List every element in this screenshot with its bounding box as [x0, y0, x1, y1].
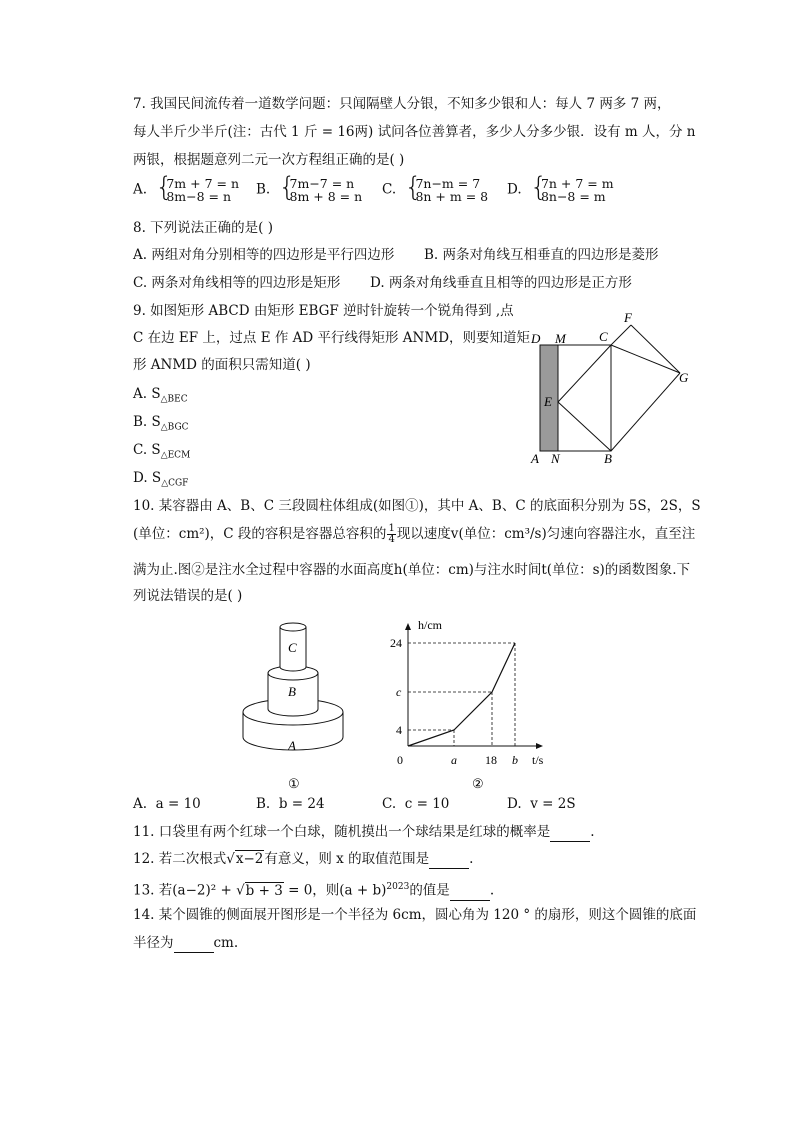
- label-m: M: [555, 331, 566, 346]
- equation-system: { 7n + 7 = m 8n−8 = m: [532, 177, 614, 203]
- label-n: N: [551, 451, 560, 466]
- q8-option-c[interactable]: C. 两条对角线相等的四边形是矩形: [133, 275, 341, 291]
- q9-line1: 9. 如图矩形 ABCD 由矩形 EBGF 逆时针旋转一个锐角得到 ,点: [133, 303, 514, 319]
- fraction-one-quarter: $\frac{1}{4}$: [388, 523, 395, 545]
- q7-option-d[interactable]: D. { 7n + 7 = m 8n−8 = m: [507, 177, 614, 203]
- cylinder-c-label: C: [288, 640, 297, 655]
- series-line-h: [408, 643, 515, 746]
- q7-option-b[interactable]: B. { 7m−7 = n 8m + 8 = n: [256, 177, 362, 203]
- x-axis-label: t/s: [532, 753, 544, 767]
- label-f: F: [624, 310, 632, 325]
- q13: 13. 若(a−2)² + √b + 3 = 0，则$(a + b)^{2023}$的值是 .: [133, 882, 495, 899]
- answer-blank[interactable]: [450, 886, 490, 901]
- y-axis-label: h/cm: [418, 618, 442, 632]
- q9-line2: C 在边 EF 上，过点 E 作 AD 平行线得矩形 ANMD，则要知道矩: [133, 330, 531, 346]
- q10-option-c[interactable]: C. c = 10: [382, 796, 450, 812]
- label-e: E: [544, 394, 552, 409]
- q12: 12. 若二次根式√x−2有意义，则 x 的取值范围是 .: [133, 851, 474, 867]
- q10-option-a[interactable]: A. a = 10: [133, 796, 201, 812]
- label-d: D: [531, 331, 541, 346]
- radicand: x−2: [235, 851, 264, 867]
- x-tick-18: 18: [485, 753, 497, 767]
- q9-option-b[interactable]: B. $S_{\triangle BGC}$: [133, 414, 189, 433]
- y-tick-24: 24: [390, 636, 402, 650]
- q10-line4: 列说法错误的是( ): [133, 588, 243, 604]
- equation-system: { 7n−m = 7 8n + m = 8: [406, 177, 488, 203]
- q9-option-c[interactable]: C. $S_{\triangle ECM}$: [133, 442, 191, 461]
- q10-option-d[interactable]: D. v = 2S: [507, 796, 576, 812]
- figure1-caption: ①: [288, 776, 300, 791]
- label-b: B: [604, 451, 612, 466]
- x-axis-arrow: [536, 743, 543, 749]
- answer-blank[interactable]: [550, 827, 590, 842]
- label-a: A: [531, 451, 539, 466]
- x-tick-a: a: [451, 753, 457, 767]
- y-tick-4: 4: [396, 723, 402, 737]
- q8-option-a[interactable]: A. 两组对角分别相等的四边形是平行四边形: [133, 247, 395, 263]
- q9-line3: 形 ANMD 的面积只需知道( ): [133, 357, 311, 373]
- q14-line2: 半径为 cm.: [133, 935, 239, 951]
- q7-option-a[interactable]: A. { 7m + 7 = n 8m−8 = n: [133, 177, 239, 203]
- cylinder-a-label: A: [288, 738, 296, 753]
- figure2-caption: ②: [472, 776, 484, 791]
- q10-line1: 10. 某容器由 A、B、C 三段圆柱体组成(如图①)，其中 A、B、C 的底面积分别为 5S，2S，S: [133, 498, 701, 514]
- y-axis-arrow: [405, 623, 411, 630]
- origin-label: 0: [397, 753, 403, 767]
- q11: 11. 口袋里有两个红球一个白球，随机摸出一个球结果是红球的概率是 .: [133, 824, 595, 840]
- y-tick-c: c: [396, 685, 402, 699]
- q10-line2: (单位：cm²)，C 段的容积是容器总容积的 $\frac{1}{4}$ 现以速度v(单位：cm³/s)匀速向容器注水，直至注: [133, 523, 696, 545]
- q10-line3: 满为止.图②是注水全过程中容器的水面高度h(单位：cm)与注水时间t(单位：s)的函数图象.下: [133, 562, 691, 578]
- q10-option-b[interactable]: B. b = 24: [256, 796, 325, 812]
- equation-system: { 7m + 7 = n 8m−8 = n: [157, 177, 239, 203]
- cylinder-b-label: B: [288, 684, 296, 699]
- cylinder-container-figure: [238, 615, 350, 795]
- q9-option-a[interactable]: A. $S_{\triangle BEC}$: [133, 386, 188, 405]
- q14-line1: 14. 某个圆锥的侧面展开图形是一个半径为 6cm，圆心角为 120 ° 的扇形，则这个圆锥的底面: [133, 907, 697, 923]
- q8-option-d[interactable]: D. 两条对角线垂直且相等的四边形是正方形: [370, 275, 632, 291]
- q9-option-d[interactable]: D. $S_{\triangle CGF}$: [133, 470, 189, 489]
- water-height-chart: [388, 615, 558, 795]
- q7-line1: 7. 我国民间流传着一道数学问题：只闻隔壁人分银，不知多少银和人：每人 7 两多 7 两，: [133, 96, 671, 112]
- q7-option-c[interactable]: C. { 7n−m = 7 8n + m = 8: [382, 177, 488, 203]
- label-g: G: [679, 370, 689, 385]
- q9-rectangle-figure: [525, 305, 700, 470]
- radicand: b + 3: [245, 882, 283, 899]
- q8-option-b[interactable]: B. 两条对角线互相垂直的四边形是菱形: [424, 247, 659, 263]
- q7-line2: 每人半斤少半斤(注：古代 1 斤 = 16两) 试问各位善算者，多少人分多少银．设有 m 人，分 n: [133, 124, 696, 140]
- equation-system: { 7m−7 = n 8m + 8 = n: [281, 177, 363, 203]
- x-tick-b: b: [512, 753, 518, 767]
- answer-blank[interactable]: [429, 854, 469, 869]
- q8-stem: 8. 下列说法正确的是( ): [133, 220, 273, 236]
- label-c: C: [599, 329, 608, 344]
- q7-line3: 两银，根据题意列二元一次方程组正确的是( ): [133, 152, 405, 168]
- answer-blank[interactable]: [174, 938, 214, 953]
